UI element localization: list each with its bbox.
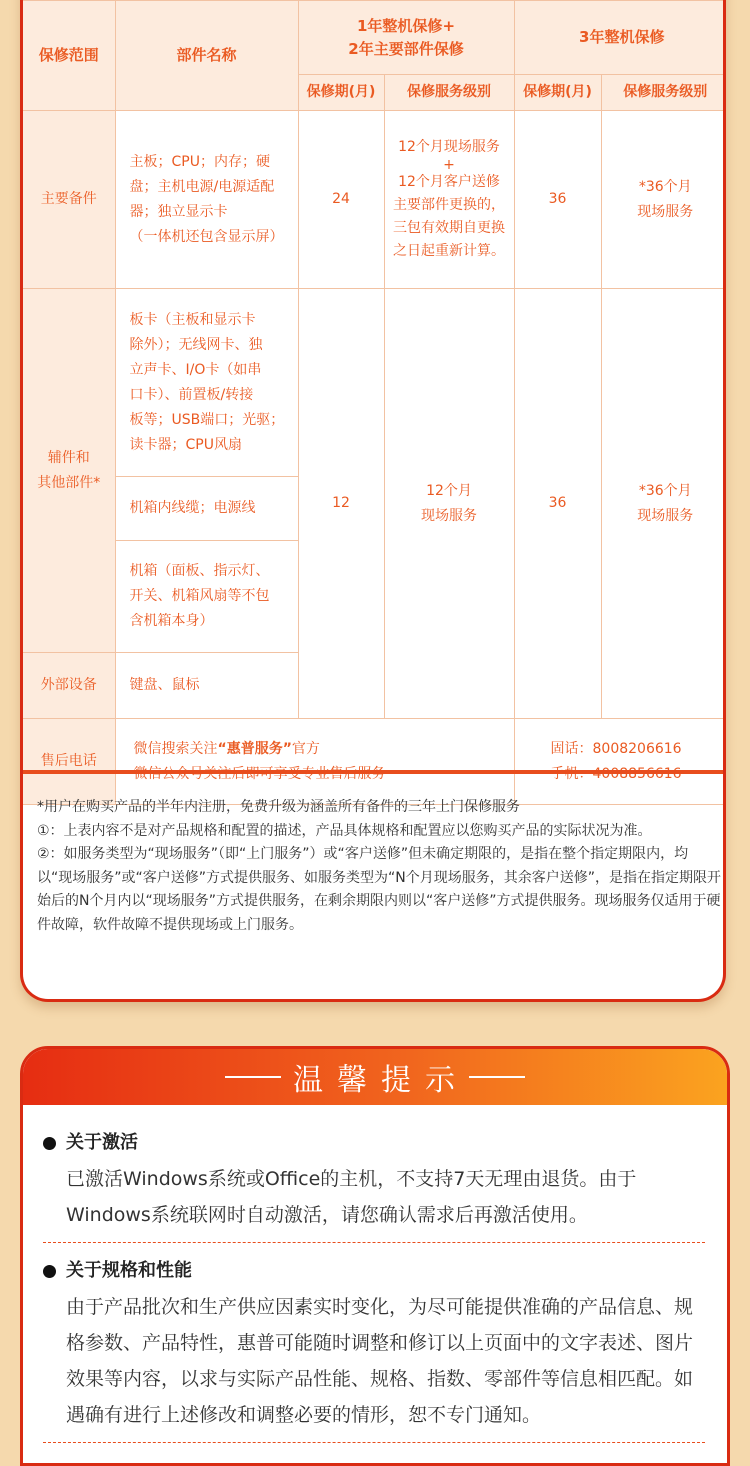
- part-list: [115, 289, 298, 477]
- category-ext: 外部设备: [23, 653, 115, 719]
- landline-phone: 固话：8008206616: [550, 740, 682, 757]
- level-line: 12个月现场服务: [398, 139, 500, 155]
- category-main: 主要备件: [23, 111, 115, 289]
- header-plan-1-line: 1年整机保修+: [357, 16, 456, 35]
- dashed-divider: [43, 1442, 705, 1443]
- part-list: [115, 541, 298, 653]
- footnote: ①：上表内容不是对产品规格和配置的描述，产品具体规格和配置应以您购买产品的实际状况为准。: [37, 822, 652, 839]
- tip-body: 已激活Windows系统或Office的主机，不支持7天无理由退货。由于Windows系统联网时自动激活，请您确认需求后再激活使用。: [66, 1168, 637, 1226]
- part-line: 含机箱本身）: [129, 613, 214, 629]
- level-value: [601, 111, 726, 289]
- category-aux: [23, 289, 115, 653]
- tip-item: [23, 1125, 727, 1243]
- level-line: 之日起重新计算。: [393, 243, 505, 259]
- table-row: [23, 111, 726, 289]
- header-period: 保修期(月): [298, 75, 384, 111]
- level-line: 12个月: [426, 482, 472, 499]
- part-line: 机箱（面板、指示灯、: [129, 563, 270, 579]
- table-row: [23, 289, 726, 477]
- header-scope: 保修范围: [23, 1, 115, 111]
- mobile-phone: [551, 762, 726, 787]
- level-line: 现场服务: [421, 507, 477, 524]
- part-list: [115, 111, 298, 289]
- level-line: 主要部件更换的，: [393, 197, 505, 213]
- divider: [23, 770, 726, 774]
- wechat-line: [134, 762, 514, 787]
- part-line: 器；独立显示卡: [129, 203, 228, 220]
- part-line: 读卡器；CPU风扇: [129, 436, 242, 453]
- level-line: *36个月: [638, 178, 692, 195]
- wechat-info: [115, 719, 514, 805]
- header-plan-1: [298, 1, 514, 75]
- footnote: *用户在购买产品的半年内注册，免费升级为涵盖所有备件的三年上门保修服务: [37, 799, 520, 815]
- header-period: 保修期(月): [514, 75, 601, 111]
- period-value: 36: [514, 289, 601, 719]
- footnote: ②：如服务类型为“现场服务”（即“上门服务”）或“客户送修”但未确定期限的，是指在整个指定期限内，均以“现场服务”或“客户送修”方式提供服务、如服务类型为“N个月现场服务，其余客户送修”，是指在指定期限开始后的N个月内以“现场服务”方式提供服务，在剩余期限内则以“客户送修”方式提供服务。现场服务仅适用于硬件故障，软件故障不提供现场或上门服务。: [37, 846, 721, 933]
- tip-item: [23, 1253, 727, 1443]
- tip-heading-text: 关于规格和性能: [66, 1260, 192, 1281]
- part-list: 机箱内线缆；电源线: [115, 477, 298, 541]
- period-value: 24: [298, 111, 384, 289]
- wechat-prefix: 微信搜索关注: [133, 740, 218, 757]
- header-part-name: 部件名称: [115, 1, 298, 111]
- level-value: [384, 111, 514, 289]
- footnotes: [37, 796, 723, 937]
- tip-heading: [43, 1253, 705, 1289]
- tips-banner: [23, 1049, 727, 1105]
- part-line: 板卡（主板和显示卡: [129, 311, 256, 328]
- header-plan-2: 3年整机保修: [514, 1, 726, 75]
- level-line: +: [443, 157, 455, 173]
- part-line: 口卡）、前置板/转接: [129, 386, 254, 403]
- level-line: 12个月客户送修: [398, 174, 500, 190]
- header-plan-1-line: 2年主要部件保修: [348, 39, 464, 58]
- part-line: 立声卡、I/O卡（如串: [129, 361, 262, 378]
- category-line: 辅件和: [47, 449, 90, 466]
- table-row: [23, 719, 726, 805]
- bullet-icon: [43, 1137, 56, 1150]
- banner-line-left: [225, 1076, 281, 1078]
- header-level: 保修服务级别: [601, 75, 726, 111]
- period-value: 12: [298, 289, 384, 719]
- bullet-icon: [43, 1265, 56, 1278]
- warranty-card: [20, 0, 726, 1002]
- tips-card: [20, 1046, 730, 1466]
- header-level: 保修服务级别: [384, 75, 514, 111]
- level-line: 三包有效期自更换: [393, 220, 505, 236]
- level-value: [601, 289, 726, 719]
- tip-body: 由于产品批次和生产供应因素实时变化，为尽可能提供准确的产品信息、规格参数、产品特性，惠普可能随时调整和修订以上页面中的文字表述、图片效果等内容，以求与实际产品性能、规格、指数、零部件等信息相匹配。如遇确有进行上述修改和调整必要的情形，恕不专门通知。: [66, 1296, 694, 1426]
- category-line: 其他部件*: [37, 474, 101, 491]
- part-line: 除外）；无线网卡、独: [129, 336, 263, 353]
- part-line: 板等；USB端口；光驱；: [129, 411, 285, 428]
- tips-title: 温馨提示: [293, 1063, 469, 1098]
- part-line: 开关、机箱风扇等不包: [129, 588, 270, 604]
- period-value: 36: [514, 111, 601, 289]
- phone-info: [514, 719, 726, 805]
- level-line: 现场服务: [637, 507, 694, 524]
- dashed-divider: [43, 1242, 705, 1243]
- part-line: （一体机还包含显示屏）: [129, 228, 284, 245]
- part-line: 主板；CPU；内存；硬: [129, 153, 270, 170]
- wechat-suffix: 官方: [291, 740, 320, 757]
- wechat-brand: “惠普服务”: [217, 740, 292, 757]
- banner-line-right: [469, 1076, 525, 1078]
- category-service: 售后电话: [23, 719, 115, 805]
- part-line: 盘；主机电源/电源适配: [129, 178, 275, 195]
- warranty-table: [23, 0, 726, 805]
- tip-heading-text: 关于激活: [66, 1132, 138, 1153]
- level-value: [384, 289, 514, 719]
- level-line: *36个月: [638, 482, 692, 499]
- level-line: 现场服务: [637, 203, 694, 220]
- tip-heading: [43, 1125, 705, 1161]
- wechat-line: [134, 737, 514, 762]
- part-list: 键盘、鼠标: [115, 653, 298, 719]
